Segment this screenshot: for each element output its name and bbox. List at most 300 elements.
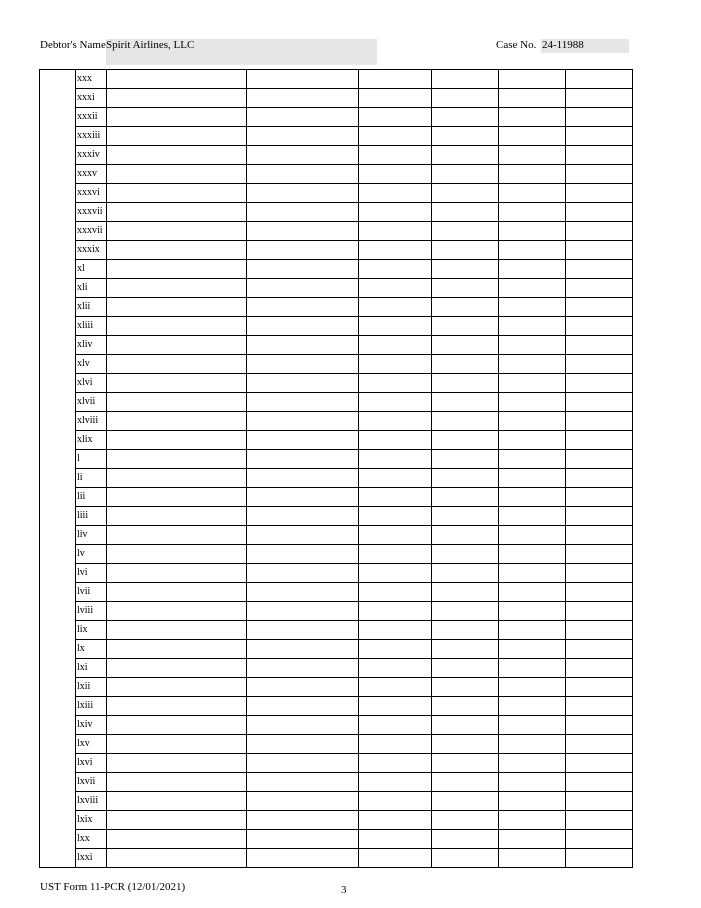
row-number: xlix [76, 431, 107, 450]
entry-cell[interactable] [107, 507, 247, 526]
row-number: xxxii [76, 108, 107, 127]
entry-cell[interactable] [499, 298, 566, 317]
entry-cell[interactable] [566, 108, 633, 127]
row-number: xxxvii [76, 203, 107, 222]
entry-cell[interactable] [566, 811, 633, 830]
entry-cell[interactable] [247, 507, 359, 526]
entry-cell[interactable] [107, 241, 247, 260]
row-number: lxiv [76, 716, 107, 735]
entry-cell[interactable] [566, 241, 633, 260]
entry-cell[interactable] [107, 583, 247, 602]
entry-cell[interactable] [566, 754, 633, 773]
entry-cell[interactable] [499, 773, 566, 792]
entry-cell[interactable] [432, 89, 499, 108]
entry-cell[interactable] [566, 146, 633, 165]
entry-cell[interactable] [566, 602, 633, 621]
debtor-name-field[interactable] [106, 39, 377, 65]
entry-cell[interactable] [566, 716, 633, 735]
entry-cell[interactable] [247, 678, 359, 697]
entry-cell[interactable] [247, 545, 359, 564]
entry-cell[interactable] [359, 279, 432, 298]
entry-cell[interactable] [566, 317, 633, 336]
entry-cell[interactable] [359, 260, 432, 279]
entry-cell[interactable] [107, 678, 247, 697]
entry-cell[interactable] [566, 488, 633, 507]
row-number: lvii [76, 583, 107, 602]
entry-cell[interactable] [499, 849, 566, 868]
entry-cell[interactable] [432, 811, 499, 830]
entry-cell[interactable] [359, 89, 432, 108]
entry-cell[interactable] [359, 336, 432, 355]
entry-cell[interactable] [499, 89, 566, 108]
entry-cell[interactable] [499, 735, 566, 754]
entry-cell[interactable] [107, 184, 247, 203]
entry-cell[interactable] [359, 469, 432, 488]
entry-cell[interactable] [359, 773, 432, 792]
entry-cell[interactable] [247, 450, 359, 469]
entry-cell[interactable] [432, 279, 499, 298]
entry-cell[interactable] [359, 355, 432, 374]
entry-cell[interactable] [107, 127, 247, 146]
entry-cell[interactable] [359, 146, 432, 165]
entry-cell[interactable] [107, 640, 247, 659]
table-row [40, 298, 633, 317]
entry-cell[interactable] [566, 564, 633, 583]
row-number: xxxv [76, 165, 107, 184]
entry-cell[interactable] [566, 545, 633, 564]
entry-cell[interactable] [359, 754, 432, 773]
case-number-field[interactable] [541, 39, 629, 53]
entry-cell[interactable] [107, 811, 247, 830]
entry-cell[interactable] [432, 488, 499, 507]
entry-cell[interactable] [499, 127, 566, 146]
entry-cell[interactable] [247, 716, 359, 735]
entry-cell[interactable] [566, 393, 633, 412]
entry-cell[interactable] [359, 678, 432, 697]
entry-cell[interactable] [432, 298, 499, 317]
entry-cell[interactable] [247, 640, 359, 659]
entry-cell[interactable] [432, 469, 499, 488]
entry-cell[interactable] [566, 222, 633, 241]
entry-cell[interactable] [247, 792, 359, 811]
table-row [40, 621, 633, 640]
entry-cell[interactable] [247, 431, 359, 450]
entry-cell[interactable] [432, 108, 499, 127]
row-number: lix [76, 621, 107, 640]
entry-cell[interactable] [359, 393, 432, 412]
table-row [40, 165, 633, 184]
entry-cell[interactable] [107, 792, 247, 811]
entry-cell[interactable] [247, 355, 359, 374]
entry-cell[interactable] [566, 127, 633, 146]
entry-cell[interactable] [107, 317, 247, 336]
entry-cell[interactable] [499, 70, 566, 89]
entry-cell[interactable] [359, 298, 432, 317]
entry-cell[interactable] [359, 431, 432, 450]
entry-cell[interactable] [566, 431, 633, 450]
entry-cell[interactable] [432, 374, 499, 393]
entry-cell[interactable] [107, 830, 247, 849]
entry-cell[interactable] [359, 222, 432, 241]
entry-cell[interactable] [432, 754, 499, 773]
entry-cell[interactable] [432, 564, 499, 583]
entry-cell[interactable] [499, 241, 566, 260]
table-row [40, 849, 633, 868]
entry-cell[interactable] [499, 412, 566, 431]
row-number: lvi [76, 564, 107, 583]
entry-cell[interactable] [432, 716, 499, 735]
entry-cell[interactable] [107, 659, 247, 678]
entry-cell[interactable] [499, 355, 566, 374]
entry-cell[interactable] [432, 222, 499, 241]
entry-cell[interactable] [499, 469, 566, 488]
entry-cell[interactable] [107, 621, 247, 640]
entry-cell[interactable] [432, 678, 499, 697]
entry-cell[interactable] [566, 773, 633, 792]
entry-cell[interactable] [107, 165, 247, 184]
table-row [40, 108, 633, 127]
entry-cell[interactable] [107, 716, 247, 735]
entry-cell[interactable] [359, 203, 432, 222]
entry-cell[interactable] [566, 184, 633, 203]
entry-cell[interactable] [499, 450, 566, 469]
entry-cell[interactable] [107, 412, 247, 431]
entry-cell[interactable] [432, 241, 499, 260]
entry-cell[interactable] [499, 279, 566, 298]
entry-cell[interactable] [499, 697, 566, 716]
entry-cell[interactable] [107, 526, 247, 545]
entry-cell[interactable] [566, 165, 633, 184]
entry-cell[interactable] [566, 298, 633, 317]
entry-cell[interactable] [107, 374, 247, 393]
entry-cell[interactable] [107, 203, 247, 222]
row-number: xl [76, 260, 107, 279]
entry-cell[interactable] [107, 431, 247, 450]
entry-cell[interactable] [499, 146, 566, 165]
entry-cell[interactable] [107, 279, 247, 298]
entry-cell[interactable] [499, 678, 566, 697]
entry-cell[interactable] [359, 165, 432, 184]
entry-cell[interactable] [432, 355, 499, 374]
entry-cell[interactable] [566, 260, 633, 279]
entry-cell[interactable] [566, 469, 633, 488]
entry-cell[interactable] [566, 792, 633, 811]
entry-cell[interactable] [247, 564, 359, 583]
entry-cell[interactable] [566, 89, 633, 108]
entry-cell[interactable] [359, 697, 432, 716]
entry-cell[interactable] [566, 640, 633, 659]
table-row [40, 222, 633, 241]
entry-cell[interactable] [359, 716, 432, 735]
entry-cell[interactable] [566, 849, 633, 868]
entry-cell[interactable] [107, 298, 247, 317]
entry-cell[interactable] [247, 146, 359, 165]
entry-cell[interactable] [499, 260, 566, 279]
entry-cell[interactable] [432, 165, 499, 184]
entry-cell[interactable] [247, 621, 359, 640]
entry-cell[interactable] [247, 469, 359, 488]
entry-cell[interactable] [499, 716, 566, 735]
entry-cell[interactable] [499, 507, 566, 526]
entry-cell[interactable] [247, 108, 359, 127]
entry-cell[interactable] [432, 507, 499, 526]
entry-cell[interactable] [359, 127, 432, 146]
entry-cell[interactable] [499, 564, 566, 583]
entry-cell[interactable] [247, 488, 359, 507]
entry-cell[interactable] [499, 431, 566, 450]
entry-cell[interactable] [359, 849, 432, 868]
entry-cell[interactable] [247, 849, 359, 868]
entry-cell[interactable] [566, 621, 633, 640]
entry-cell[interactable] [107, 754, 247, 773]
entry-cell[interactable] [566, 697, 633, 716]
row-number: lxxi [76, 849, 107, 868]
entry-cell[interactable] [247, 184, 359, 203]
entry-cell[interactable] [359, 184, 432, 203]
entry-cell[interactable] [107, 602, 247, 621]
entry-cell[interactable] [566, 678, 633, 697]
entry-cell[interactable] [432, 393, 499, 412]
entry-cell[interactable] [499, 336, 566, 355]
entry-cell[interactable] [432, 545, 499, 564]
entry-cell[interactable] [247, 583, 359, 602]
table-row [40, 241, 633, 260]
entry-cell[interactable] [359, 374, 432, 393]
entry-cell[interactable] [247, 754, 359, 773]
row-number: xxx [76, 70, 107, 89]
entry-cell[interactable] [359, 70, 432, 89]
entry-cell[interactable] [247, 298, 359, 317]
entry-cell[interactable] [247, 89, 359, 108]
entry-cell[interactable] [359, 317, 432, 336]
row-number: xlv [76, 355, 107, 374]
row-number: xxxiii [76, 127, 107, 146]
entry-cell[interactable] [107, 545, 247, 564]
entry-cell[interactable] [432, 583, 499, 602]
entry-cell[interactable] [432, 431, 499, 450]
entry-cell[interactable] [107, 222, 247, 241]
entry-cell[interactable] [247, 165, 359, 184]
entry-cell[interactable] [566, 735, 633, 754]
row-number: xli [76, 279, 107, 298]
entry-cell[interactable] [499, 488, 566, 507]
entry-cell[interactable] [359, 640, 432, 659]
entry-cell[interactable] [566, 450, 633, 469]
entry-cell[interactable] [499, 811, 566, 830]
entry-cell[interactable] [359, 412, 432, 431]
table-row [40, 735, 633, 754]
table-row [40, 583, 633, 602]
entry-cell[interactable] [359, 583, 432, 602]
entry-cell[interactable] [107, 849, 247, 868]
entry-cell[interactable] [499, 184, 566, 203]
entry-cell[interactable] [247, 241, 359, 260]
entry-cell[interactable] [432, 412, 499, 431]
entry-cell[interactable] [359, 811, 432, 830]
entry-cell[interactable] [432, 697, 499, 716]
entry-cell[interactable] [359, 241, 432, 260]
entry-cell[interactable] [359, 545, 432, 564]
entry-cell[interactable] [432, 146, 499, 165]
entry-cell[interactable] [499, 830, 566, 849]
table-row [40, 488, 633, 507]
entry-cell[interactable] [432, 70, 499, 89]
entry-cell[interactable] [432, 127, 499, 146]
entry-cell[interactable] [107, 260, 247, 279]
entry-cell[interactable] [432, 184, 499, 203]
entry-cell[interactable] [359, 621, 432, 640]
entry-cell[interactable] [432, 450, 499, 469]
entry-cell[interactable] [247, 811, 359, 830]
entry-cell[interactable] [107, 146, 247, 165]
table-row [40, 469, 633, 488]
entry-cell[interactable] [107, 469, 247, 488]
row-number: xxxvii [76, 222, 107, 241]
entry-cell[interactable] [359, 602, 432, 621]
entry-cell[interactable] [107, 355, 247, 374]
table-row [40, 811, 633, 830]
entry-cell[interactable] [566, 279, 633, 298]
entry-cell[interactable] [359, 450, 432, 469]
entry-cell[interactable] [359, 830, 432, 849]
table-row [40, 127, 633, 146]
entry-cell[interactable] [107, 488, 247, 507]
entry-cell[interactable] [499, 108, 566, 127]
entry-cell[interactable] [499, 545, 566, 564]
entry-cell[interactable] [432, 792, 499, 811]
table-row [40, 526, 633, 545]
entry-cell[interactable] [359, 735, 432, 754]
entry-cell[interactable] [499, 165, 566, 184]
entry-cell[interactable] [432, 640, 499, 659]
debtor-name-label: Debtor's Name [40, 39, 106, 51]
entry-cell[interactable] [566, 659, 633, 678]
entry-cell[interactable] [432, 203, 499, 222]
entry-cell[interactable] [432, 735, 499, 754]
entry-cell[interactable] [247, 393, 359, 412]
entry-cell[interactable] [359, 792, 432, 811]
entry-cell[interactable] [432, 773, 499, 792]
entry-cell[interactable] [499, 792, 566, 811]
entry-cell[interactable] [432, 830, 499, 849]
table-row [40, 450, 633, 469]
entry-cell[interactable] [247, 697, 359, 716]
entry-cell[interactable] [566, 203, 633, 222]
entry-cell[interactable] [499, 393, 566, 412]
entry-cell[interactable] [107, 773, 247, 792]
entry-cell[interactable] [107, 450, 247, 469]
table-row [40, 393, 633, 412]
entry-cell[interactable] [247, 317, 359, 336]
entry-cell[interactable] [247, 412, 359, 431]
table-row [40, 203, 633, 222]
table-row [40, 716, 633, 735]
row-number: lxvii [76, 773, 107, 792]
entry-cell[interactable] [247, 735, 359, 754]
entry-cell[interactable] [359, 659, 432, 678]
row-number: lxi [76, 659, 107, 678]
entry-cell[interactable] [566, 830, 633, 849]
entry-cell[interactable] [107, 336, 247, 355]
row-number: xlviii [76, 412, 107, 431]
entry-cell[interactable] [247, 526, 359, 545]
entry-cell[interactable] [247, 279, 359, 298]
entry-cell[interactable] [247, 830, 359, 849]
row-number: xlii [76, 298, 107, 317]
entry-cell[interactable] [359, 488, 432, 507]
entry-cell[interactable] [566, 70, 633, 89]
entry-cell[interactable] [432, 336, 499, 355]
entry-cell[interactable] [566, 336, 633, 355]
entry-cell[interactable] [432, 260, 499, 279]
row-number: lv [76, 545, 107, 564]
entry-cell[interactable] [247, 602, 359, 621]
entry-cell[interactable] [566, 526, 633, 545]
entry-cell[interactable] [107, 393, 247, 412]
entry-cell[interactable] [107, 70, 247, 89]
entry-cell[interactable] [359, 507, 432, 526]
entry-cell[interactable] [432, 602, 499, 621]
entry-cell[interactable] [107, 108, 247, 127]
entry-cell[interactable] [432, 849, 499, 868]
table-row [40, 431, 633, 450]
entry-cell[interactable] [247, 374, 359, 393]
entry-cell[interactable] [247, 222, 359, 241]
entry-cell[interactable] [247, 203, 359, 222]
entry-cell[interactable] [499, 754, 566, 773]
entry-cell[interactable] [499, 659, 566, 678]
entry-cell[interactable] [499, 621, 566, 640]
form-identifier: UST Form 11-PCR (12/01/2021) [40, 881, 186, 893]
entry-cell[interactable] [499, 317, 566, 336]
table-row [40, 640, 633, 659]
entry-cell[interactable] [499, 203, 566, 222]
table-row [40, 279, 633, 298]
entry-cell[interactable] [359, 564, 432, 583]
row-number: lviii [76, 602, 107, 621]
entry-cell[interactable] [107, 735, 247, 754]
entry-cell[interactable] [247, 336, 359, 355]
entry-cell[interactable] [107, 697, 247, 716]
entry-cell[interactable] [499, 583, 566, 602]
entry-cell[interactable] [432, 621, 499, 640]
entry-cell[interactable] [566, 412, 633, 431]
entry-cell[interactable] [566, 355, 633, 374]
row-number: lxix [76, 811, 107, 830]
entry-cell[interactable] [499, 602, 566, 621]
entry-cell[interactable] [499, 222, 566, 241]
entry-cell[interactable] [247, 260, 359, 279]
entry-cell[interactable] [247, 773, 359, 792]
entry-cell[interactable] [499, 526, 566, 545]
table-row [40, 602, 633, 621]
entry-cell[interactable] [566, 374, 633, 393]
entry-cell[interactable] [432, 526, 499, 545]
entry-cell[interactable] [566, 583, 633, 602]
entry-cell[interactable] [107, 89, 247, 108]
entry-cell[interactable] [359, 108, 432, 127]
entry-cell[interactable] [247, 659, 359, 678]
entry-cell[interactable] [432, 659, 499, 678]
entry-cell[interactable] [247, 127, 359, 146]
entry-cell[interactable] [499, 640, 566, 659]
entry-cell[interactable] [247, 70, 359, 89]
entry-cell[interactable] [499, 374, 566, 393]
entry-cell[interactable] [107, 564, 247, 583]
entry-cell[interactable] [566, 507, 633, 526]
entry-cell[interactable] [359, 526, 432, 545]
entry-cell[interactable] [432, 317, 499, 336]
